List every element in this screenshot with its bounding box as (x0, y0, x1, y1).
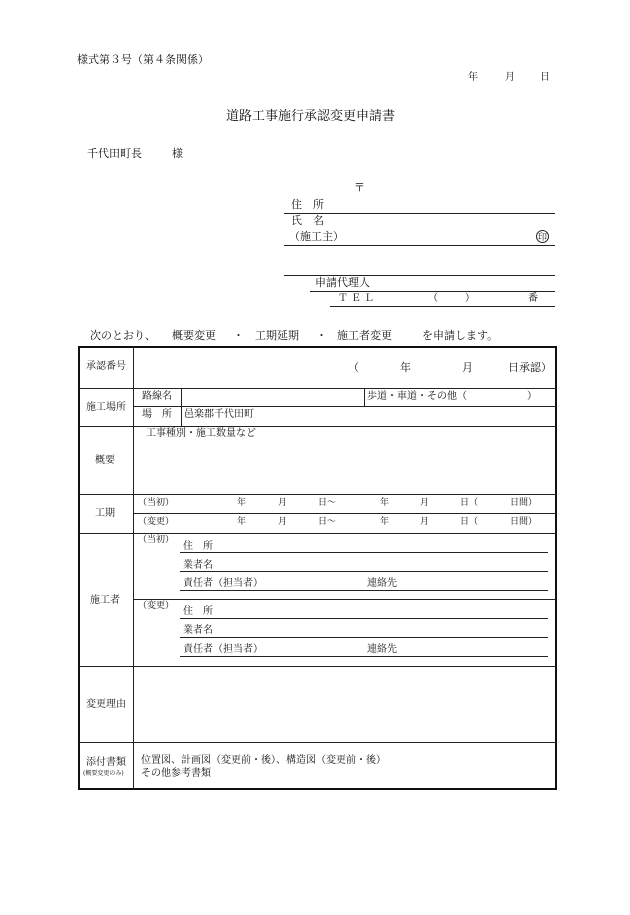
row-divider (79, 388, 556, 389)
contractor-person-line (180, 590, 548, 591)
row-divider (79, 742, 556, 743)
label-column-divider (133, 347, 134, 789)
period-end-month: 月 (420, 517, 430, 527)
contractor-address-label: 住 所 (183, 541, 213, 552)
period-end-month: 月 (420, 498, 430, 508)
contractor-contact-label: 連絡先 (367, 644, 397, 655)
road-type-close: ） (527, 391, 537, 402)
tel-open: （ (428, 293, 438, 304)
postal-mark: 〒 (354, 181, 365, 194)
separator: ・ (316, 329, 327, 342)
contractor-address-label: 住 所 (183, 606, 213, 617)
contractor-person-label: 責任者（担当者） (183, 644, 263, 655)
name-underline (284, 245, 555, 246)
request-suffix: を申請します。 (422, 329, 499, 342)
contractor-person-label: 責任者（担当者） (183, 578, 263, 589)
contractor-contact-label: 連絡先 (367, 578, 397, 589)
option-outline-change: 概要変更 (172, 329, 216, 342)
row-divider (79, 494, 556, 495)
date-year-label: 年 (468, 72, 478, 83)
option-contractor-change: 施工者変更 (337, 329, 392, 342)
attachments-label: 添付書類 (86, 757, 126, 768)
agent-label: 申請代理人 (315, 276, 370, 289)
location-label: 施工場所 (86, 402, 126, 413)
place-label: 場 所 (142, 409, 172, 420)
contractor-company-label: 業者名 (183, 560, 213, 571)
contractor-company-line (180, 571, 548, 572)
road-type-options: 歩道・車道・その他（ (367, 391, 467, 402)
date-month-label: 月 (505, 72, 515, 83)
period-start-month: 月 (278, 517, 288, 527)
seal-icon: 印 (536, 230, 549, 243)
applicant-address-label: 住 所 (291, 198, 324, 211)
outline-hint: 工事種別・施工数量など (146, 428, 256, 439)
period-start-month: 月 (278, 498, 288, 508)
agent-underline (310, 291, 555, 292)
request-prefix: 次のとおり、 (90, 329, 156, 342)
applicant-name-label: 氏 名 (291, 214, 324, 227)
period-end-year: 年 (380, 517, 390, 527)
attachments-line-2: その他参考書類 (141, 768, 211, 779)
contractor-company-line (180, 637, 548, 638)
road-type-divider (364, 389, 365, 406)
period-changed-tag: （変更） (138, 517, 175, 527)
outline-label: 概要 (95, 455, 115, 466)
option-period-extension: 工期延期 (255, 329, 299, 342)
attachments-line-1: 位置図、計画図（変更前・後）、構造図（変更前・後） (141, 755, 386, 766)
row-divider (79, 666, 556, 667)
period-mid-divider (134, 513, 556, 514)
change-reason-label: 変更理由 (86, 699, 126, 710)
contractor-address-line (180, 618, 548, 619)
approval-day-label: 日承認） (508, 361, 552, 374)
separator: ・ (233, 329, 244, 342)
contractor-changed-tag: （変更） (138, 601, 175, 611)
period-label: 工期 (95, 508, 115, 519)
approval-number-label: 承認番号 (86, 361, 126, 372)
tel-close: ） (465, 293, 475, 304)
row-divider (79, 426, 556, 427)
address-underline (284, 213, 555, 214)
contractor-person-line (180, 656, 548, 657)
period-start-day: 日～ (318, 498, 337, 508)
period-days: 日間） (510, 498, 538, 508)
tel-label: ＴＥＬ (338, 293, 377, 304)
approval-open: （ (348, 361, 359, 374)
period-start-year: 年 (237, 517, 247, 527)
period-start-day: 日～ (318, 517, 337, 527)
approval-month-label: 月 (462, 361, 473, 374)
contractor-mid-divider (134, 599, 556, 600)
contractor-label: 施工者 (90, 595, 120, 606)
period-start-year: 年 (237, 498, 247, 508)
attachments-note: (概要変更のみ) (83, 770, 124, 777)
period-end-year: 年 (380, 498, 390, 508)
page-title: 道路工事施行承認変更申請書 (226, 109, 396, 124)
route-name-label: 路線名 (142, 391, 172, 402)
date-day-label: 日 (540, 72, 550, 83)
tel-suffix: 番 (528, 293, 538, 304)
row-divider (79, 533, 556, 534)
location-mid-divider (134, 406, 556, 407)
period-end-day: 日（ (460, 498, 479, 508)
form-number: 様式第３号（第４条関係） (77, 53, 209, 66)
place-value: 邑楽郡千代田町 (184, 409, 254, 420)
location-sub-divider (181, 389, 182, 426)
contractor-address-line (180, 552, 548, 553)
period-end-day: 日（ (460, 517, 479, 527)
approval-year-label: 年 (400, 361, 411, 374)
period-days: 日間） (510, 517, 538, 527)
addressee-honorific: 様 (172, 147, 183, 160)
tel-underline (330, 306, 555, 307)
builder-label: （施工主） (289, 230, 344, 243)
addressee: 千代田町長 (87, 147, 142, 160)
contractor-original-tag: （当初） (138, 535, 175, 545)
contractor-company-label: 業者名 (183, 625, 213, 636)
period-original-tag: （当初） (138, 498, 175, 508)
